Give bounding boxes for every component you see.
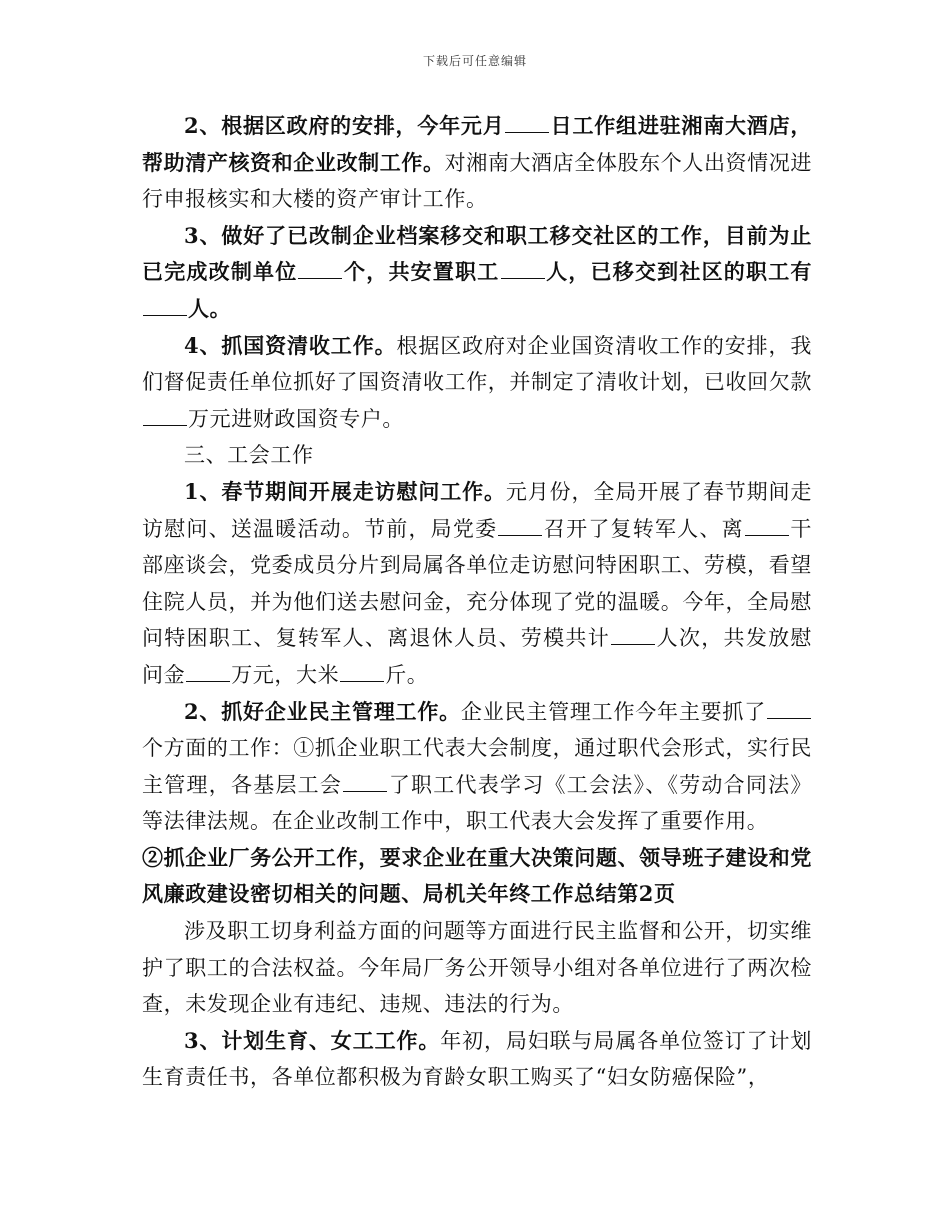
paragraph-heading-cont: 日工作组进驻湘南大酒店，帮助清产核资和企业改制工作。 bbox=[142, 113, 812, 175]
paragraph-supervision bbox=[142, 913, 812, 1023]
paragraph-text: 万元，大米 bbox=[231, 662, 340, 687]
fill-blank bbox=[501, 260, 545, 279]
paragraph-text: 个方面的工作：①抓企业职工代表大会制度，通过职代会形式，实行民主管理，各基层工会 bbox=[142, 736, 812, 797]
paragraph-text: 元月份，全局开展了春节期间走访慰问、送温暖活动。节前，局党委 bbox=[142, 479, 812, 541]
paragraph-heading: 3、计划生育、女工工作。 bbox=[184, 1027, 441, 1053]
page-header-note: 下载后可任意编辑 bbox=[422, 54, 527, 68]
paragraph-text: 人次，共发放慰问金 bbox=[142, 626, 812, 687]
paragraph-text: 3、做好了已改制企业档案移交和职工移交社区的工作，目前为止已完成改制单位 bbox=[142, 222, 812, 285]
paragraph-text: 了职工代表学习《工会法》、《劳动合同法》等法律法规。在企业改制工作中，职工代表大会发挥了重要作用。 bbox=[142, 772, 812, 834]
paragraph-text: 涉及职工切身利益方面的问题等方面进行民主监督和公开，切实维护了职工的合法权益。今年局厂务公开领导小组对各单位进行了两次检查，未发现企业有违纪、违规、违法的行为。 bbox=[142, 919, 812, 1017]
paragraph-heading: 2、根据区政府的安排，今年元月 bbox=[184, 113, 505, 138]
paragraph-heading: 4、抓国资清收工作。 bbox=[184, 332, 397, 358]
fill-blank bbox=[340, 663, 384, 682]
paragraph-text: 根据区政府对企业国资清收工作的安排，我们督促责任单位抓好了国资清收工作，并制定了清收计划，已收回欠款 bbox=[142, 333, 812, 395]
paragraph-3-family-planning bbox=[142, 1023, 812, 1096]
section-title: 三、工会工作 bbox=[184, 443, 314, 468]
paragraph-text: ②抓企业厂务公开工作，要求企业在重大决策问题、领导班子建设和党风廉政建设密切相关的问题、局机关年终工作总结第2页 bbox=[142, 844, 812, 907]
document-body bbox=[142, 108, 812, 1096]
fill-blank bbox=[611, 626, 655, 645]
paragraph-2-hotel bbox=[142, 108, 812, 218]
fill-blank bbox=[767, 700, 811, 719]
paragraph-3-archives bbox=[142, 218, 812, 328]
fill-blank bbox=[505, 114, 549, 133]
fill-blank bbox=[298, 260, 342, 279]
paragraph-text: 对湘南大酒店全体股东个人出资情况进行申报核实和大楼的资产审计工作。 bbox=[142, 150, 813, 212]
paragraph-2-democratic-management bbox=[142, 694, 812, 840]
paragraph-text: 召开了复转军人、离 bbox=[543, 516, 744, 541]
fill-blank bbox=[343, 773, 387, 792]
paragraph-text: 企业民主管理工作今年主要抓了 bbox=[460, 699, 766, 724]
paragraph-text: 人。 bbox=[188, 295, 232, 321]
fill-blank bbox=[498, 517, 542, 536]
fill-blank bbox=[143, 297, 187, 316]
section-heading-union bbox=[142, 437, 812, 474]
fill-blank bbox=[143, 407, 187, 426]
fill-blank bbox=[186, 663, 230, 682]
paragraph-text: 年初，局妇联与局属各单位签订了计划生育责任书，各单位都积极为育龄女职工购买了“妇女防癌保险”， bbox=[142, 1028, 812, 1090]
fill-blank bbox=[745, 517, 789, 536]
paragraph-text: 斤。 bbox=[385, 662, 429, 687]
paragraph-heading: 2、抓好企业民主管理工作。 bbox=[184, 698, 461, 724]
paragraph-text: 人，已移交到社区的职工有 bbox=[545, 259, 812, 285]
paragraph-1-spring-festival bbox=[142, 474, 812, 694]
paragraph-factory-affairs bbox=[142, 840, 812, 913]
paragraph-text: 个，共安置职工 bbox=[343, 259, 500, 285]
paragraph-4-assets bbox=[142, 328, 812, 438]
paragraph-text: 干部座谈会，党委成员分片到局属各单位走访慰问特困职工、劳模，看望住院人员，并为他们送去慰问金，充分体现了党的温暖。今年，全局慰问特困职工、复转军人、离退休人员、劳模共计 bbox=[142, 516, 812, 651]
paragraph-heading: 1、春节期间开展走访慰问工作。 bbox=[184, 478, 506, 504]
paragraph-text: 万元进财政国资专户。 bbox=[188, 406, 404, 431]
